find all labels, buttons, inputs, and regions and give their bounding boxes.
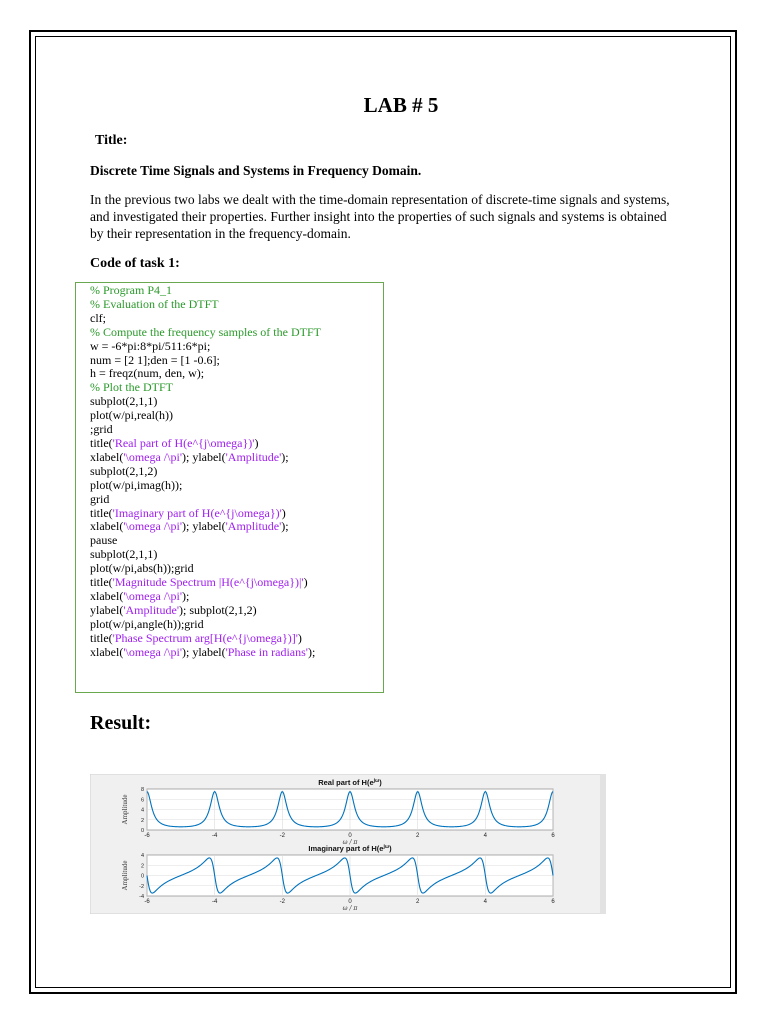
code-text: ) (254, 435, 259, 450)
code-text: ); ylabel( (181, 449, 226, 464)
code-line (90, 632, 321, 646)
x-tick-label: -6 (144, 833, 150, 839)
x-tick-label: -4 (211, 899, 218, 905)
y-tick-label: 4 (140, 853, 144, 859)
code-line (90, 354, 321, 368)
code-text: grid (90, 491, 110, 506)
code-string: 'Amplitude' (225, 449, 282, 464)
code-text: xlabel( (90, 588, 124, 603)
code-line (90, 534, 321, 548)
code-string: 'Magnitude Spectrum |H(e^{j\omega})|' (112, 575, 304, 590)
code-line (90, 604, 321, 618)
code-lines (90, 284, 321, 659)
y-axis-label: Amplitude (121, 794, 129, 825)
x-tick-label: 2 (415, 899, 420, 905)
y-tick-label: 2 (140, 817, 144, 824)
x-tick-label: -6 (144, 899, 150, 905)
code-text: ylabel( (90, 602, 124, 617)
code-line (90, 381, 321, 395)
code-string: '\omega /\pi' (123, 644, 182, 659)
code-text: xlabel( (90, 644, 124, 659)
code-text: ) (303, 575, 308, 590)
code-line (90, 479, 321, 493)
plot-title (308, 844, 392, 853)
code-string: 'Imaginary part of H(e^{j\omega})' (112, 505, 282, 520)
code-comment: % Program P4_1 (90, 283, 172, 297)
code-text: ) (281, 505, 286, 520)
y-tick-label: 2 (140, 863, 144, 870)
result-figure (90, 774, 606, 914)
code-text: ;grid (90, 422, 113, 437)
code-text: ); (181, 588, 190, 603)
code-line (90, 437, 321, 451)
code-string: '\omega /\pi' (123, 519, 182, 534)
lab-heading: LAB # 5 (363, 93, 439, 117)
y-axis-label: Amplitude (121, 860, 129, 891)
code-line (90, 646, 321, 660)
code-line (90, 409, 321, 423)
code-line (90, 548, 321, 562)
code-line (90, 520, 321, 534)
code-line (90, 465, 321, 479)
figure-scrollbar (600, 774, 606, 914)
code-text: ) (297, 630, 302, 645)
y-tick-label: 8 (140, 787, 144, 793)
code-text: subplot(2,1,2) (90, 463, 158, 478)
code-heading: Code of task 1: (90, 256, 180, 271)
code-text: ); (281, 519, 289, 534)
code-string: 'Amplitude' (123, 602, 179, 617)
code-text: num = [2 1];den = [1 -0.6]; (90, 352, 220, 367)
code-line (90, 312, 321, 326)
code-text: title( (90, 630, 113, 645)
lab-subtitle: Discrete Time Signals and Systems in Frequency Domain. (90, 163, 422, 178)
y-tick-label: -2 (139, 883, 144, 890)
result-figure-svg (90, 774, 606, 914)
y-tick-label: 6 (140, 797, 144, 804)
y-tick-label: 0 (140, 828, 144, 834)
code-comment: % Plot the DTFT (90, 380, 173, 395)
x-tick-label: 4 (483, 833, 488, 839)
plot-title-close: ) (379, 778, 382, 787)
code-line (90, 326, 321, 340)
code-line (90, 367, 321, 381)
code-text: subplot(2,1,1) (90, 547, 158, 562)
code-text: clf; (90, 310, 106, 325)
code-line (90, 451, 321, 465)
code-text: pause (90, 533, 118, 548)
x-axis-label: ω / π (342, 905, 358, 912)
code-text: ); (281, 449, 289, 464)
code-line (90, 618, 321, 632)
code-comment: % Compute the frequency samples of the DTFT (90, 324, 321, 339)
y-tick-label: 4 (140, 807, 144, 814)
plot-title-superscript: jω (383, 844, 390, 850)
code-block (75, 282, 384, 693)
x-tick-label: 0 (348, 833, 352, 839)
code-text: title( (90, 575, 113, 590)
code-text: ); ylabel( (181, 519, 226, 534)
x-tick-label: 6 (551, 833, 555, 839)
intro-paragraph: In the previous two labs we dealt with the time-domain representation of discrete-time signals and systems, and investigated their properties. Further insight into the properties of such signals and systems is obtained by their representation in the frequency-domain. (90, 192, 670, 241)
code-text: plot(w/pi,abs(h));grid (90, 561, 194, 576)
y-tick-label: 0 (140, 873, 144, 880)
code-string: 'Amplitude' (225, 519, 282, 534)
x-tick-label: 4 (483, 899, 488, 905)
x-axis-label: ω / π (342, 839, 358, 846)
result-heading: Result: (90, 712, 152, 734)
x-tick-label: 0 (348, 899, 352, 905)
plot-title-close: ) (389, 844, 392, 853)
plot-title (318, 778, 382, 787)
code-text: plot(w/pi,angle(h));grid (90, 616, 204, 631)
title-label: Title: (95, 133, 128, 148)
x-tick-label: -2 (279, 899, 286, 905)
code-comment: % Evaluation of the DTFT (90, 296, 219, 311)
code-string: '\omega /\pi' (123, 449, 182, 464)
code-line (90, 423, 321, 437)
y-tick-label: -4 (139, 894, 144, 900)
code-line (90, 298, 321, 312)
code-text: title( (90, 505, 113, 520)
code-line (90, 507, 321, 521)
code-line (90, 395, 321, 409)
plot-title-text: Imaginary part of H(e (308, 844, 384, 853)
code-text: ); ylabel( (181, 644, 226, 659)
code-text: xlabel( (90, 519, 124, 534)
code-line (90, 493, 321, 507)
x-tick-label: -2 (279, 833, 286, 839)
code-line (90, 576, 321, 590)
code-string: '\omega /\pi' (123, 588, 182, 603)
code-string: 'Phase Spectrum arg[H(e^{j\omega})]' (112, 630, 298, 645)
code-text: plot(w/pi,real(h)) (90, 408, 173, 423)
code-text: ); subplot(2,1,2) (178, 602, 257, 617)
code-line (90, 340, 321, 354)
x-tick-label: -4 (211, 833, 218, 839)
code-line (90, 590, 321, 604)
code-string: 'Real part of H(e^{j\omega})' (112, 435, 255, 450)
code-text: plot(w/pi,imag(h)); (90, 477, 183, 492)
code-text: w = -6*pi:8*pi/511:6*pi; (90, 338, 211, 353)
x-tick-label: 2 (415, 833, 420, 839)
code-line (90, 284, 321, 298)
code-text: title( (90, 435, 113, 450)
plot-title-text: Real part of H(e (318, 778, 374, 787)
code-line (90, 562, 321, 576)
code-text: subplot(2,1,1) (90, 394, 158, 409)
code-text: h = freqz(num, den, w); (90, 366, 205, 381)
plot-title-superscript: jω (373, 778, 380, 784)
code-text: xlabel( (90, 449, 124, 464)
code-text: ); (307, 644, 316, 659)
x-tick-label: 6 (551, 899, 555, 905)
code-string: 'Phase in radians' (225, 644, 308, 659)
